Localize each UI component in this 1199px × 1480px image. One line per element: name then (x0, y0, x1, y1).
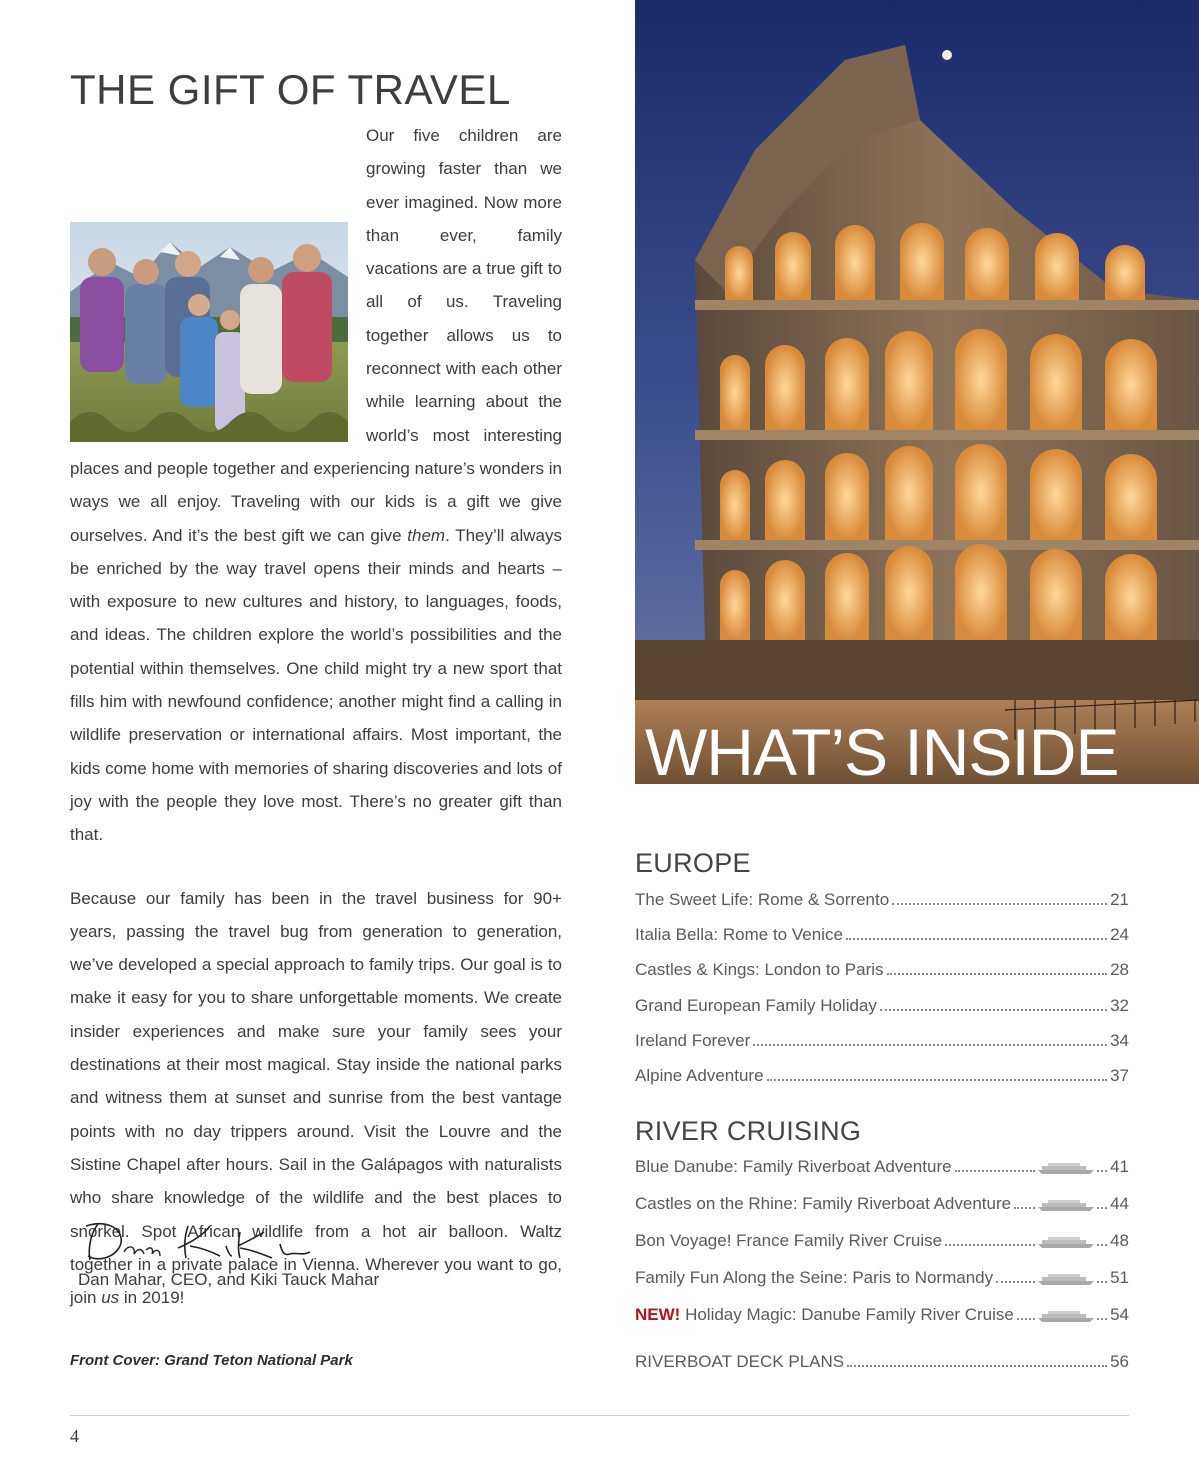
riverboat-icon (1038, 1271, 1094, 1287)
dot-leader (1097, 1170, 1107, 1172)
toc-entry-label (635, 1305, 1014, 1325)
signature-image (80, 1212, 320, 1268)
river-cruising-heading: RIVER CRUISING (635, 1116, 862, 1146)
toc-entry[interactable] (635, 1027, 1129, 1051)
intro-text-1a: Our five children are growing faster than we ever imagined. Now more than ever, family vacations are a true gift to all of us. Traveling together allows us to reconnect with each other while learning about the world’s most interesting places and people together and experiencing nature’s wonders in ways we all enjoy. Traveling with our kids is a gift we give ourselves. And it’s the best gift we can give (70, 126, 562, 545)
toc-entry-page: 32 (1110, 996, 1129, 1015)
dot-leader (1014, 1207, 1035, 1209)
toc-entry-page: 21 (1110, 890, 1129, 909)
toc-entry[interactable] (635, 956, 1129, 980)
intro-text-2a: Because our family has been in the travel business for 90+ years, passing the travel bug from generation to generation, we’ve developed a special approach to family trips. Our goal is to make it easy for you to share unforgettable moments. We create insider experiences and make sure your family sees your destinations at their most magical. Stay inside the national parks and witness them at sunset and sunrise from the best vantage points with no day trippers around. Visit the Louvre and the Sistine Chapel after hours. Sail in the Galápagos with naturalists who share knowledge of the wildlife and the best places to snorkel. Spot African wildlife from a hot air balloon. Waltz together in a private palace in Vienna. Wherever you want to go, join (70, 888, 562, 1308)
toc-entry-label: RIVERBOAT DECK PLANS (635, 1352, 845, 1371)
toc-entry[interactable] (635, 1227, 1129, 1251)
toc-entry-label: Family Fun Along the Seine: Paris to Normandy (635, 1268, 994, 1287)
dot-leader (887, 973, 1108, 975)
dot-leader (1097, 1318, 1107, 1320)
toc-entry-page: 34 (1110, 1031, 1129, 1050)
family-photo (70, 222, 348, 442)
toc-entry-label: Alpine Adventure (635, 1066, 764, 1085)
toc-entry-page: 51 (1110, 1268, 1129, 1287)
intro-text-2b: in 2019! (119, 1288, 185, 1308)
dot-leader (996, 1281, 1035, 1283)
riverboat-icon (1038, 1308, 1094, 1324)
family-photo-image (70, 222, 348, 442)
toc-entry[interactable] (635, 886, 1129, 910)
toc-entry[interactable] (635, 1264, 1129, 1288)
cover-note: Front Cover: Grand Teton National Park (70, 1352, 353, 1369)
intro-letter (70, 119, 562, 1314)
signature-caption: Dan Mahar, CEO, and Kiki Tauck Mahar (78, 1270, 380, 1289)
dot-leader (1097, 1244, 1107, 1246)
toc-entry-page: 54 (1110, 1305, 1129, 1324)
toc-entry[interactable] (635, 1062, 1129, 1086)
dot-leader (955, 1170, 1036, 1172)
toc-entry-page: 56 (1110, 1352, 1129, 1371)
dot-leader (945, 1244, 1035, 1246)
toc-entry[interactable] (635, 921, 1129, 945)
dot-leader (847, 1365, 1107, 1367)
toc-entry-page: 24 (1110, 925, 1129, 944)
page-title: THE GIFT OF TRAVEL (70, 66, 511, 113)
intro-emphasis-them: them (407, 525, 446, 545)
dot-leader (1097, 1207, 1107, 1209)
toc-entry-label: The Sweet Life: Rome & Sorrento (635, 890, 890, 909)
toc-entry-page: 48 (1110, 1231, 1129, 1250)
dot-leader (846, 938, 1107, 940)
toc-entry[interactable] (635, 992, 1129, 1016)
toc-entry-page: 41 (1110, 1157, 1129, 1176)
dot-leader (1097, 1281, 1107, 1283)
toc-entry-label: Ireland Forever (635, 1031, 751, 1050)
toc-entry-deck-plans[interactable] (635, 1348, 1129, 1372)
toc-entry-label: Bon Voyage! France Family River Cruise (635, 1231, 943, 1250)
page-number: 4 (70, 1426, 79, 1446)
toc-entry-label: Italia Bella: Rome to Venice (635, 925, 843, 944)
toc-entry-page: 37 (1110, 1066, 1129, 1085)
toc-entry-label: Castles & Kings: London to Paris (635, 960, 884, 979)
dot-leader (1017, 1318, 1035, 1320)
toc-entry-page: 28 (1110, 960, 1129, 979)
dot-leader (753, 1044, 1107, 1046)
colosseum-photo (635, 0, 1199, 784)
riverboat-icon (1038, 1234, 1094, 1250)
riverboat-icon (1038, 1197, 1094, 1213)
intro-text-1b: . They’ll always be enriched by the way travel opens their minds and hearts – with exposure to new cultures and history, to languages, foods, and ideas. The children explore the world’s possibilities and the potential within themselves. One child might try a new sport that fills him with newfound confidence; another might find a calling in wildlife preservation or international affairs. Most important, the kids come home with memories of sharing discoveries and lots of joy with the people they love most. There’s no greater gift than that. (70, 525, 562, 845)
europe-heading: EUROPE (635, 848, 751, 878)
toc-entry[interactable] (635, 1301, 1129, 1325)
new-badge: NEW! (635, 1305, 681, 1324)
toc-entry-page: 44 (1110, 1194, 1129, 1213)
toc-entry-label: Castles on the Rhine: Family Riverboat Adventure (635, 1194, 1012, 1213)
toc-entry-label: Grand European Family Holiday (635, 996, 877, 1015)
dot-leader (880, 1009, 1107, 1011)
whats-inside-title: WHAT’S INSIDE (645, 715, 1119, 789)
dot-leader (767, 1079, 1108, 1081)
toc-entry[interactable] (635, 1190, 1129, 1214)
riverboat-icon (1038, 1160, 1094, 1176)
colosseum-image (635, 0, 1199, 784)
intro-emphasis-us: us (101, 1288, 120, 1308)
toc-entry[interactable] (635, 1153, 1129, 1177)
toc-entry-label-text: Holiday Magic: Danube Family River Cruise (685, 1305, 1014, 1324)
dot-leader (892, 903, 1107, 905)
toc-entry-label: Blue Danube: Family Riverboat Adventure (635, 1157, 952, 1176)
footer-rule (70, 1415, 1129, 1416)
